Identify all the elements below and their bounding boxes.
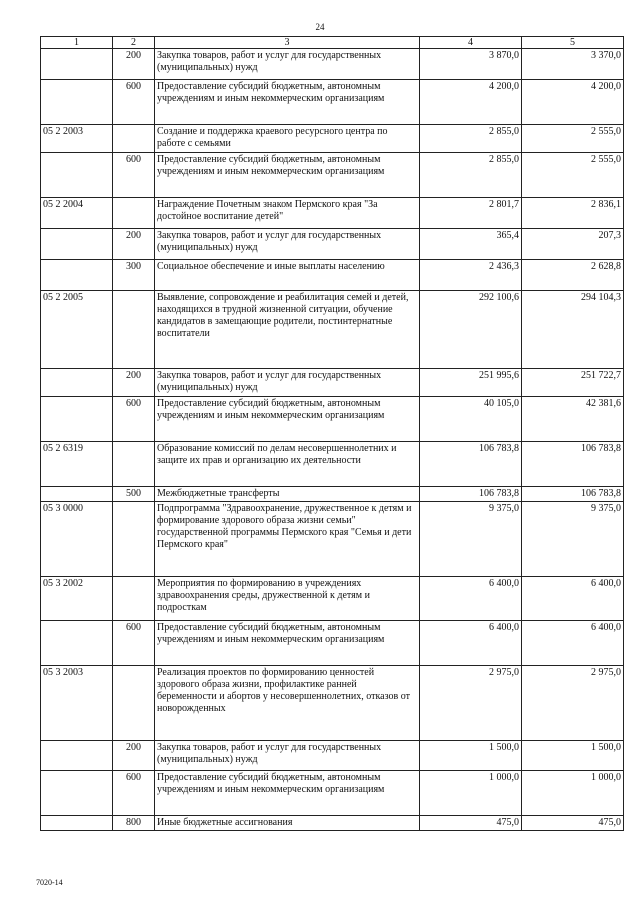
amount-year2-cell: 3 370,0 xyxy=(522,49,624,80)
expense-type-cell: 200 xyxy=(113,229,155,260)
item-name-cell: Создание и поддержка краевого ресурсного центра по работе с семьями xyxy=(155,125,420,153)
item-name-cell: Предоставление субсидий бюджетным, автономным учреждениям и иным некоммерческим организациям xyxy=(155,80,420,125)
amount-year2-cell: 42 381,6 xyxy=(522,397,624,442)
expense-type-cell: 200 xyxy=(113,369,155,397)
table-row xyxy=(41,771,624,816)
amount-year1-cell: 2 436,3 xyxy=(420,260,522,291)
column-header: 4 xyxy=(420,37,522,49)
expense-type-cell: 800 xyxy=(113,816,155,831)
code-cell: 05 2 2005 xyxy=(41,291,113,369)
item-name-cell: Закупка товаров, работ и услуг для государственных (муниципальных) нужд xyxy=(155,369,420,397)
amount-year2-cell: 9 375,0 xyxy=(522,502,624,577)
expense-type-cell: 500 xyxy=(113,487,155,502)
amount-year1-cell: 1 500,0 xyxy=(420,741,522,771)
amount-year1-cell: 2 855,0 xyxy=(420,153,522,198)
page-number: 24 xyxy=(315,22,325,32)
table-row xyxy=(41,666,624,741)
table-row xyxy=(41,153,624,198)
code-cell xyxy=(41,49,113,80)
amount-year2-cell: 251 722,7 xyxy=(522,369,624,397)
table-row xyxy=(41,442,624,487)
item-name-cell: Мероприятия по формированию в учреждениях здравоохранения среды, дружественной к детям и подросткам xyxy=(155,577,420,621)
amount-year1-cell: 40 105,0 xyxy=(420,397,522,442)
amount-year2-cell: 1 500,0 xyxy=(522,741,624,771)
expense-type-cell: 600 xyxy=(113,397,155,442)
code-cell xyxy=(41,741,113,771)
code-cell xyxy=(41,621,113,666)
table-row xyxy=(41,49,624,80)
table-row xyxy=(41,816,624,831)
amount-year1-cell: 6 400,0 xyxy=(420,621,522,666)
expense-type-cell xyxy=(113,125,155,153)
code-cell xyxy=(41,260,113,291)
amount-year2-cell: 2 555,0 xyxy=(522,153,624,198)
table-row xyxy=(41,487,624,502)
item-name-cell: Закупка товаров, работ и услуг для государственных (муниципальных) нужд xyxy=(155,741,420,771)
item-name-cell: Награждение Почетным знаком Пермского края "За достойное воспитание детей" xyxy=(155,198,420,229)
amount-year2-cell: 2 975,0 xyxy=(522,666,624,741)
amount-year1-cell: 365,4 xyxy=(420,229,522,260)
code-cell xyxy=(41,771,113,816)
expense-type-cell xyxy=(113,442,155,487)
amount-year2-cell: 6 400,0 xyxy=(522,621,624,666)
amount-year2-cell: 475,0 xyxy=(522,816,624,831)
amount-year2-cell: 2 555,0 xyxy=(522,125,624,153)
amount-year1-cell: 106 783,8 xyxy=(420,487,522,502)
expense-type-cell xyxy=(113,198,155,229)
code-cell: 05 2 2003 xyxy=(41,125,113,153)
amount-year2-cell: 106 783,8 xyxy=(522,487,624,502)
amount-year2-cell: 1 000,0 xyxy=(522,771,624,816)
document-footer-code: 7020-14 xyxy=(36,878,63,887)
code-cell xyxy=(41,369,113,397)
item-name-cell: Предоставление субсидий бюджетным, автономным учреждениям и иным некоммерческим организациям xyxy=(155,397,420,442)
code-cell: 05 2 2004 xyxy=(41,198,113,229)
table-row xyxy=(41,291,624,369)
amount-year2-cell: 2 836,1 xyxy=(522,198,624,229)
code-cell: 05 3 0000 xyxy=(41,502,113,577)
budget-table xyxy=(40,36,624,831)
code-cell xyxy=(41,487,113,502)
expense-type-cell xyxy=(113,291,155,369)
amount-year2-cell: 106 783,8 xyxy=(522,442,624,487)
expense-type-cell xyxy=(113,502,155,577)
item-name-cell: Реализация проектов по формированию ценностей здорового образа жизни, профилактике ранней беременности и абортов у несовершеннолетних, отказов от новорожденных xyxy=(155,666,420,741)
column-header: 5 xyxy=(522,37,624,49)
expense-type-cell xyxy=(113,666,155,741)
amount-year2-cell: 207,3 xyxy=(522,229,624,260)
expense-type-cell: 600 xyxy=(113,80,155,125)
amount-year1-cell: 1 000,0 xyxy=(420,771,522,816)
item-name-cell: Иные бюджетные ассигнования xyxy=(155,816,420,831)
table-row xyxy=(41,741,624,771)
table-row xyxy=(41,198,624,229)
amount-year1-cell: 106 783,8 xyxy=(420,442,522,487)
item-name-cell: Образование комиссий по делам несовершеннолетних и защите их прав и организацию их деятельности xyxy=(155,442,420,487)
column-header: 2 xyxy=(113,37,155,49)
code-cell xyxy=(41,153,113,198)
table-row xyxy=(41,260,624,291)
expense-type-cell: 300 xyxy=(113,260,155,291)
amount-year1-cell: 3 870,0 xyxy=(420,49,522,80)
code-cell xyxy=(41,816,113,831)
table-row xyxy=(41,369,624,397)
expense-type-cell: 600 xyxy=(113,771,155,816)
expense-type-cell xyxy=(113,577,155,621)
table-body xyxy=(41,49,624,831)
amount-year1-cell: 4 200,0 xyxy=(420,80,522,125)
table-row xyxy=(41,621,624,666)
code-cell: 05 2 6319 xyxy=(41,442,113,487)
amount-year2-cell: 6 400,0 xyxy=(522,577,624,621)
item-name-cell: Социальное обеспечение и иные выплаты населению xyxy=(155,260,420,291)
column-header: 1 xyxy=(41,37,113,49)
item-name-cell: Закупка товаров, работ и услуг для государственных (муниципальных) нужд xyxy=(155,49,420,80)
code-cell xyxy=(41,397,113,442)
code-cell: 05 3 2003 xyxy=(41,666,113,741)
amount-year1-cell: 251 995,6 xyxy=(420,369,522,397)
table-row xyxy=(41,80,624,125)
table-header xyxy=(41,37,624,49)
amount-year1-cell: 6 400,0 xyxy=(420,577,522,621)
amount-year1-cell: 2 801,7 xyxy=(420,198,522,229)
table-row xyxy=(41,502,624,577)
code-cell xyxy=(41,229,113,260)
column-header: 3 xyxy=(155,37,420,49)
expense-type-cell: 200 xyxy=(113,741,155,771)
item-name-cell: Выявление, сопровождение и реабилитация семей и детей, находящихся в трудной жизненной ситуации, обучение кандидатов в замещающие родители, постинтернатные воспитатели xyxy=(155,291,420,369)
amount-year2-cell: 4 200,0 xyxy=(522,80,624,125)
code-cell: 05 3 2002 xyxy=(41,577,113,621)
amount-year1-cell: 475,0 xyxy=(420,816,522,831)
amount-year1-cell: 2 975,0 xyxy=(420,666,522,741)
expense-type-cell: 600 xyxy=(113,153,155,198)
amount-year2-cell: 294 104,3 xyxy=(522,291,624,369)
amount-year1-cell: 2 855,0 xyxy=(420,125,522,153)
table-row xyxy=(41,397,624,442)
table-row xyxy=(41,577,624,621)
expense-type-cell: 600 xyxy=(113,621,155,666)
item-name-cell: Межбюджетные трансферты xyxy=(155,487,420,502)
table-row xyxy=(41,125,624,153)
amount-year1-cell: 292 100,6 xyxy=(420,291,522,369)
item-name-cell: Предоставление субсидий бюджетным, автономным учреждениям и иным некоммерческим организациям xyxy=(155,621,420,666)
code-cell xyxy=(41,80,113,125)
table-row xyxy=(41,229,624,260)
expense-type-cell: 200 xyxy=(113,49,155,80)
item-name-cell: Предоставление субсидий бюджетным, автономным учреждениям и иным некоммерческим организациям xyxy=(155,771,420,816)
item-name-cell: Закупка товаров, работ и услуг для государственных (муниципальных) нужд xyxy=(155,229,420,260)
item-name-cell: Предоставление субсидий бюджетным, автономным учреждениям и иным некоммерческим организациям xyxy=(155,153,420,198)
item-name-cell: Подпрограмма "Здравоохранение, дружественное к детям и формирование здорового образа жизни семьи" государственной программы Пермского края "Семья и дети Пермского края" xyxy=(155,502,420,577)
amount-year2-cell: 2 628,8 xyxy=(522,260,624,291)
amount-year1-cell: 9 375,0 xyxy=(420,502,522,577)
